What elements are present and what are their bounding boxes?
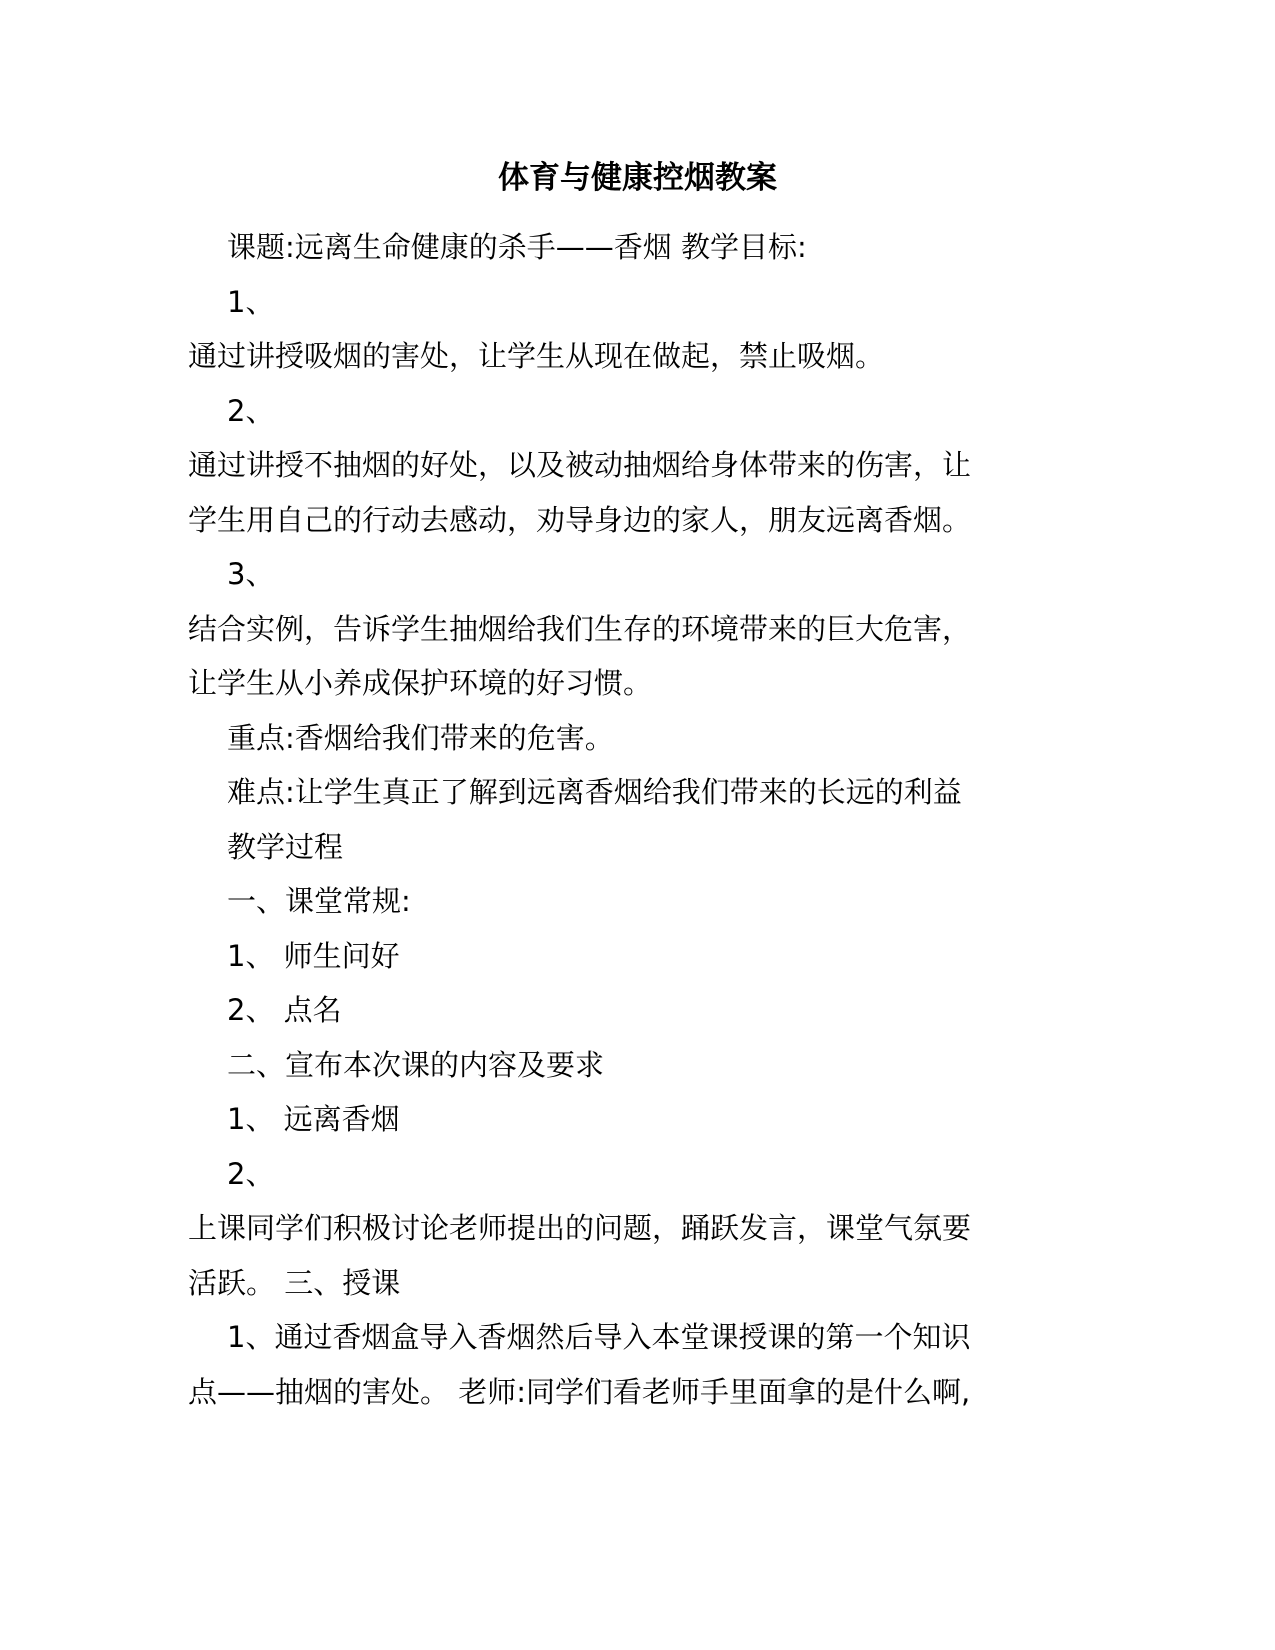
- section-2-item-2-number: 2、: [227, 1157, 275, 1191]
- section-3-item-1-line-2: 点——抽烟的害处。 老师:同学们看老师手里面拿的是什么啊,: [188, 1375, 971, 1409]
- teaching-process-heading: 教学过程: [227, 830, 344, 864]
- section-2-item-1: 1、 远离香烟: [227, 1102, 400, 1136]
- section-2-heading: 二、宣布本次课的内容及要求: [227, 1048, 605, 1082]
- goal-1-text: 通过讲授吸烟的害处，让学生从现在做起，禁止吸烟。: [188, 339, 885, 373]
- section-3-item-1-line-1: 1、通过香烟盒导入香烟然后导入本堂课授课的第一个知识: [227, 1320, 971, 1354]
- section-1-heading: 一、课堂常规:: [227, 884, 411, 918]
- goal-number-3: 3、: [227, 557, 275, 591]
- goal-3-text-line-2: 让学生从小养成保护环境的好习惯。: [188, 666, 653, 700]
- goal-2-text-line-1: 通过讲授不抽烟的好处，以及被动抽烟给身体带来的伤害，让: [188, 448, 972, 482]
- goal-2-text-line-2: 学生用自己的行动去感动，劝导身边的家人，朋友远离香烟。: [188, 503, 972, 537]
- goal-number-1: 1、: [227, 285, 275, 319]
- difficult-point-line: 难点:让学生真正了解到远离香烟给我们带来的长远的利益: [227, 775, 962, 809]
- section-2-item-2-text-line-1: 上课同学们积极讨论老师提出的问题，踊跃发言，课堂气氛要: [188, 1211, 972, 1245]
- section-2-item-2-text-line-2: 活跃。 三、授课: [188, 1266, 401, 1300]
- goal-3-text-line-1: 结合实例，告诉学生抽烟给我们生存的环境带来的巨大危害，: [188, 612, 972, 646]
- topic-line: 课题:远离生命健康的杀手——香烟 教学目标:: [227, 230, 807, 264]
- document-title: 体育与健康控烟教案: [498, 160, 777, 196]
- section-1-item-2: 2、 点名: [227, 993, 342, 1027]
- goal-number-2: 2、: [227, 394, 275, 428]
- section-1-item-1: 1、 师生问好: [227, 939, 400, 973]
- key-point-line: 重点:香烟给我们带来的危害。: [227, 721, 614, 755]
